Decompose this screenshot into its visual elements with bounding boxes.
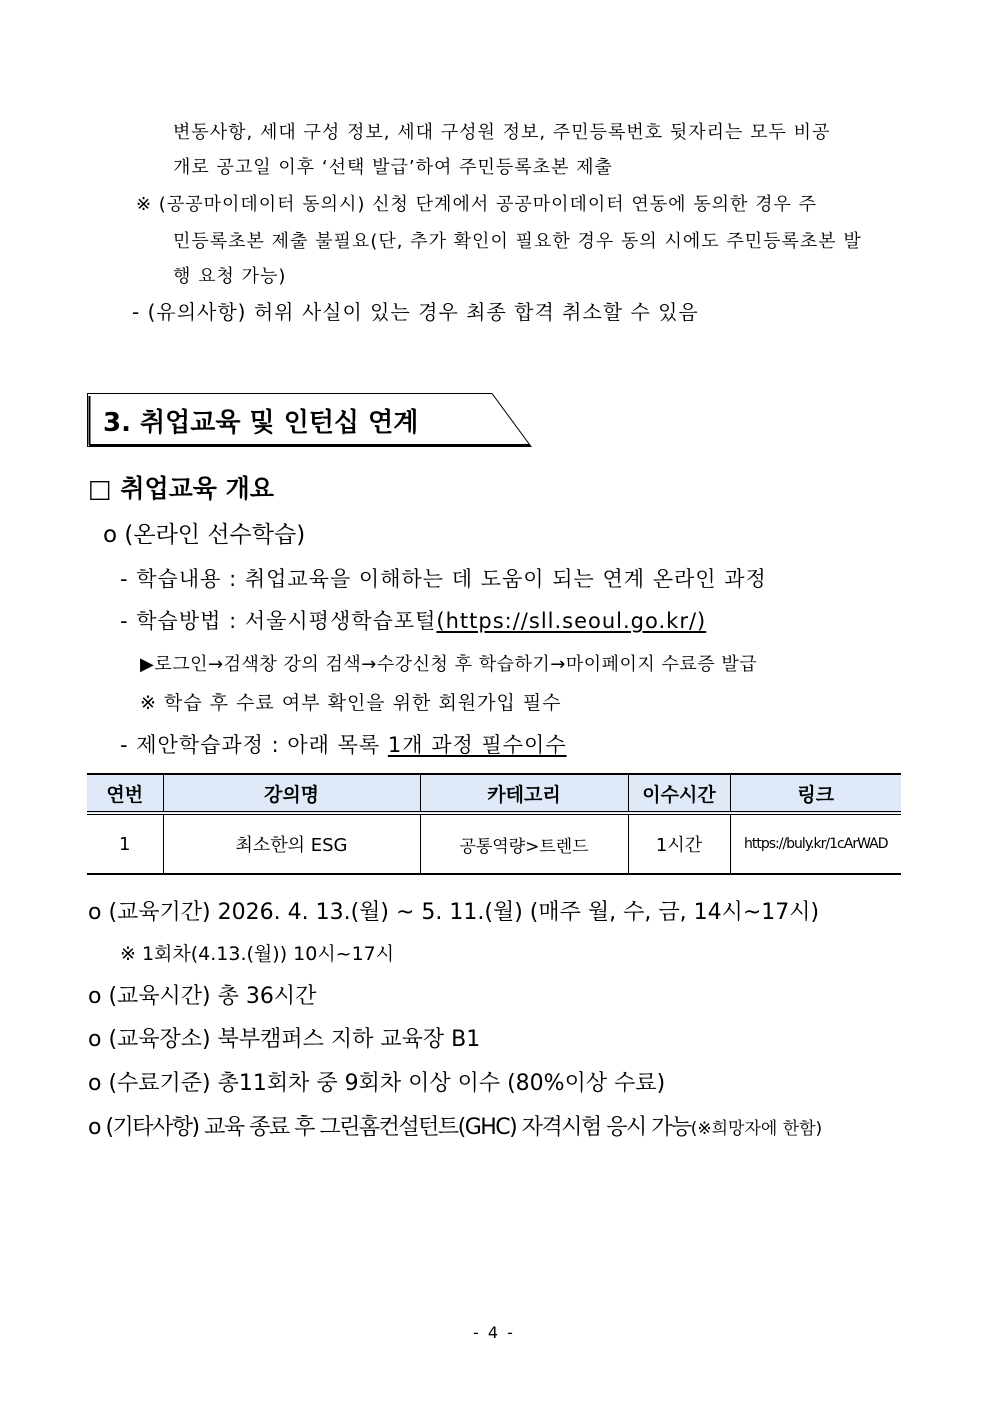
col-header-number: 연번 — [87, 774, 163, 813]
cell-lecture: 최소한의 ESG — [163, 813, 420, 874]
paragraph-line: 개로 공고일 이후 ‘선택 발급’하여 주민등록초본 제출 — [173, 157, 613, 178]
criteria-line: o (수료기준) 총11회차 중 9회차 이상 이수 (80%이상 수료) — [88, 1071, 666, 1096]
signup-note: ※ 학습 후 수료 여부 확인을 위한 회원가입 필수 — [140, 692, 562, 714]
etc-main: o (기타사항) 교육 종료 후 그린홈컨설턴트(GHC) 자격시험 응시 가능 — [88, 1115, 691, 1140]
cell-link[interactable]: https://buly.kr/1cArWAD — [730, 813, 901, 874]
method-line — [120, 605, 706, 635]
note-line: 민등록초본 제출 불필요(단, 추가 확인이 필요한 경우 동의 시에도 주민등록초본 발 — [173, 231, 862, 252]
course-table — [87, 773, 901, 875]
period-line: o (교육기간) 2026. 4. 13.(월) ~ 5. 11.(월) (매주 월, 수, 금, 14시~17시) — [88, 900, 820, 925]
caution-line: - (유의사항) 허위 사실이 있는 경우 최종 합격 취소할 수 있음 — [132, 300, 699, 324]
paragraph-line: 변동사항, 세대 구성 정보, 세대 구성원 정보, 주민등록번호 뒷자리는 모두 비공 — [173, 122, 831, 143]
cell-category: 공통역량>트렌드 — [420, 813, 628, 874]
section-heading-box — [87, 393, 532, 447]
note-line: 행 요청 가능) — [173, 266, 287, 287]
hours-line: o (교육시간) 총 36시간 — [88, 984, 317, 1009]
table-header-row — [87, 774, 901, 813]
page-number: - 4 - — [473, 1323, 515, 1342]
col-header-link: 링크 — [730, 774, 901, 813]
period-note: ※ 1회차(4.13.(월)) 10시~17시 — [120, 943, 395, 965]
etc-line — [88, 1110, 822, 1141]
course-required: 1개 과정 필수이수 — [387, 733, 567, 757]
content-line: - 학습내용 : 취업교육을 이해하는 데 도움이 되는 연계 온라인 과정 — [120, 567, 767, 591]
course-line — [120, 729, 567, 759]
col-header-hours: 이수시간 — [628, 774, 730, 813]
section-title: 3. 취업교육 및 인턴십 연계 — [103, 408, 419, 438]
portal-link[interactable]: (https://sll.seoul.go.kr/) — [436, 609, 707, 633]
method-label: - 학습방법 : 서울시평생학습포털 — [120, 609, 437, 633]
course-label: - 제안학습과정 : 아래 목록 — [120, 733, 388, 757]
overview-heading: □ 취업교육 개요 — [88, 474, 274, 503]
place-line: o (교육장소) 북부캠퍼스 지하 교육장 B1 — [88, 1027, 481, 1052]
steps-line: ▶로그인→검색창 강의 검색→수강신청 후 학습하기→마이페이지 수료증 발급 — [140, 654, 758, 675]
table-row — [87, 813, 901, 874]
col-header-category: 카테고리 — [420, 774, 628, 813]
cell-number: 1 — [87, 813, 163, 874]
note-line: ※ (공공마이데이터 동의시) 신청 단계에서 공공마이데이터 연동에 동의한 경우 주 — [136, 194, 818, 215]
col-header-lecture: 강의명 — [163, 774, 420, 813]
etc-note: (※희망자에 한함) — [690, 1119, 823, 1139]
cell-hours: 1시간 — [628, 813, 730, 874]
online-heading: o (온라인 선수학습) — [103, 522, 306, 548]
